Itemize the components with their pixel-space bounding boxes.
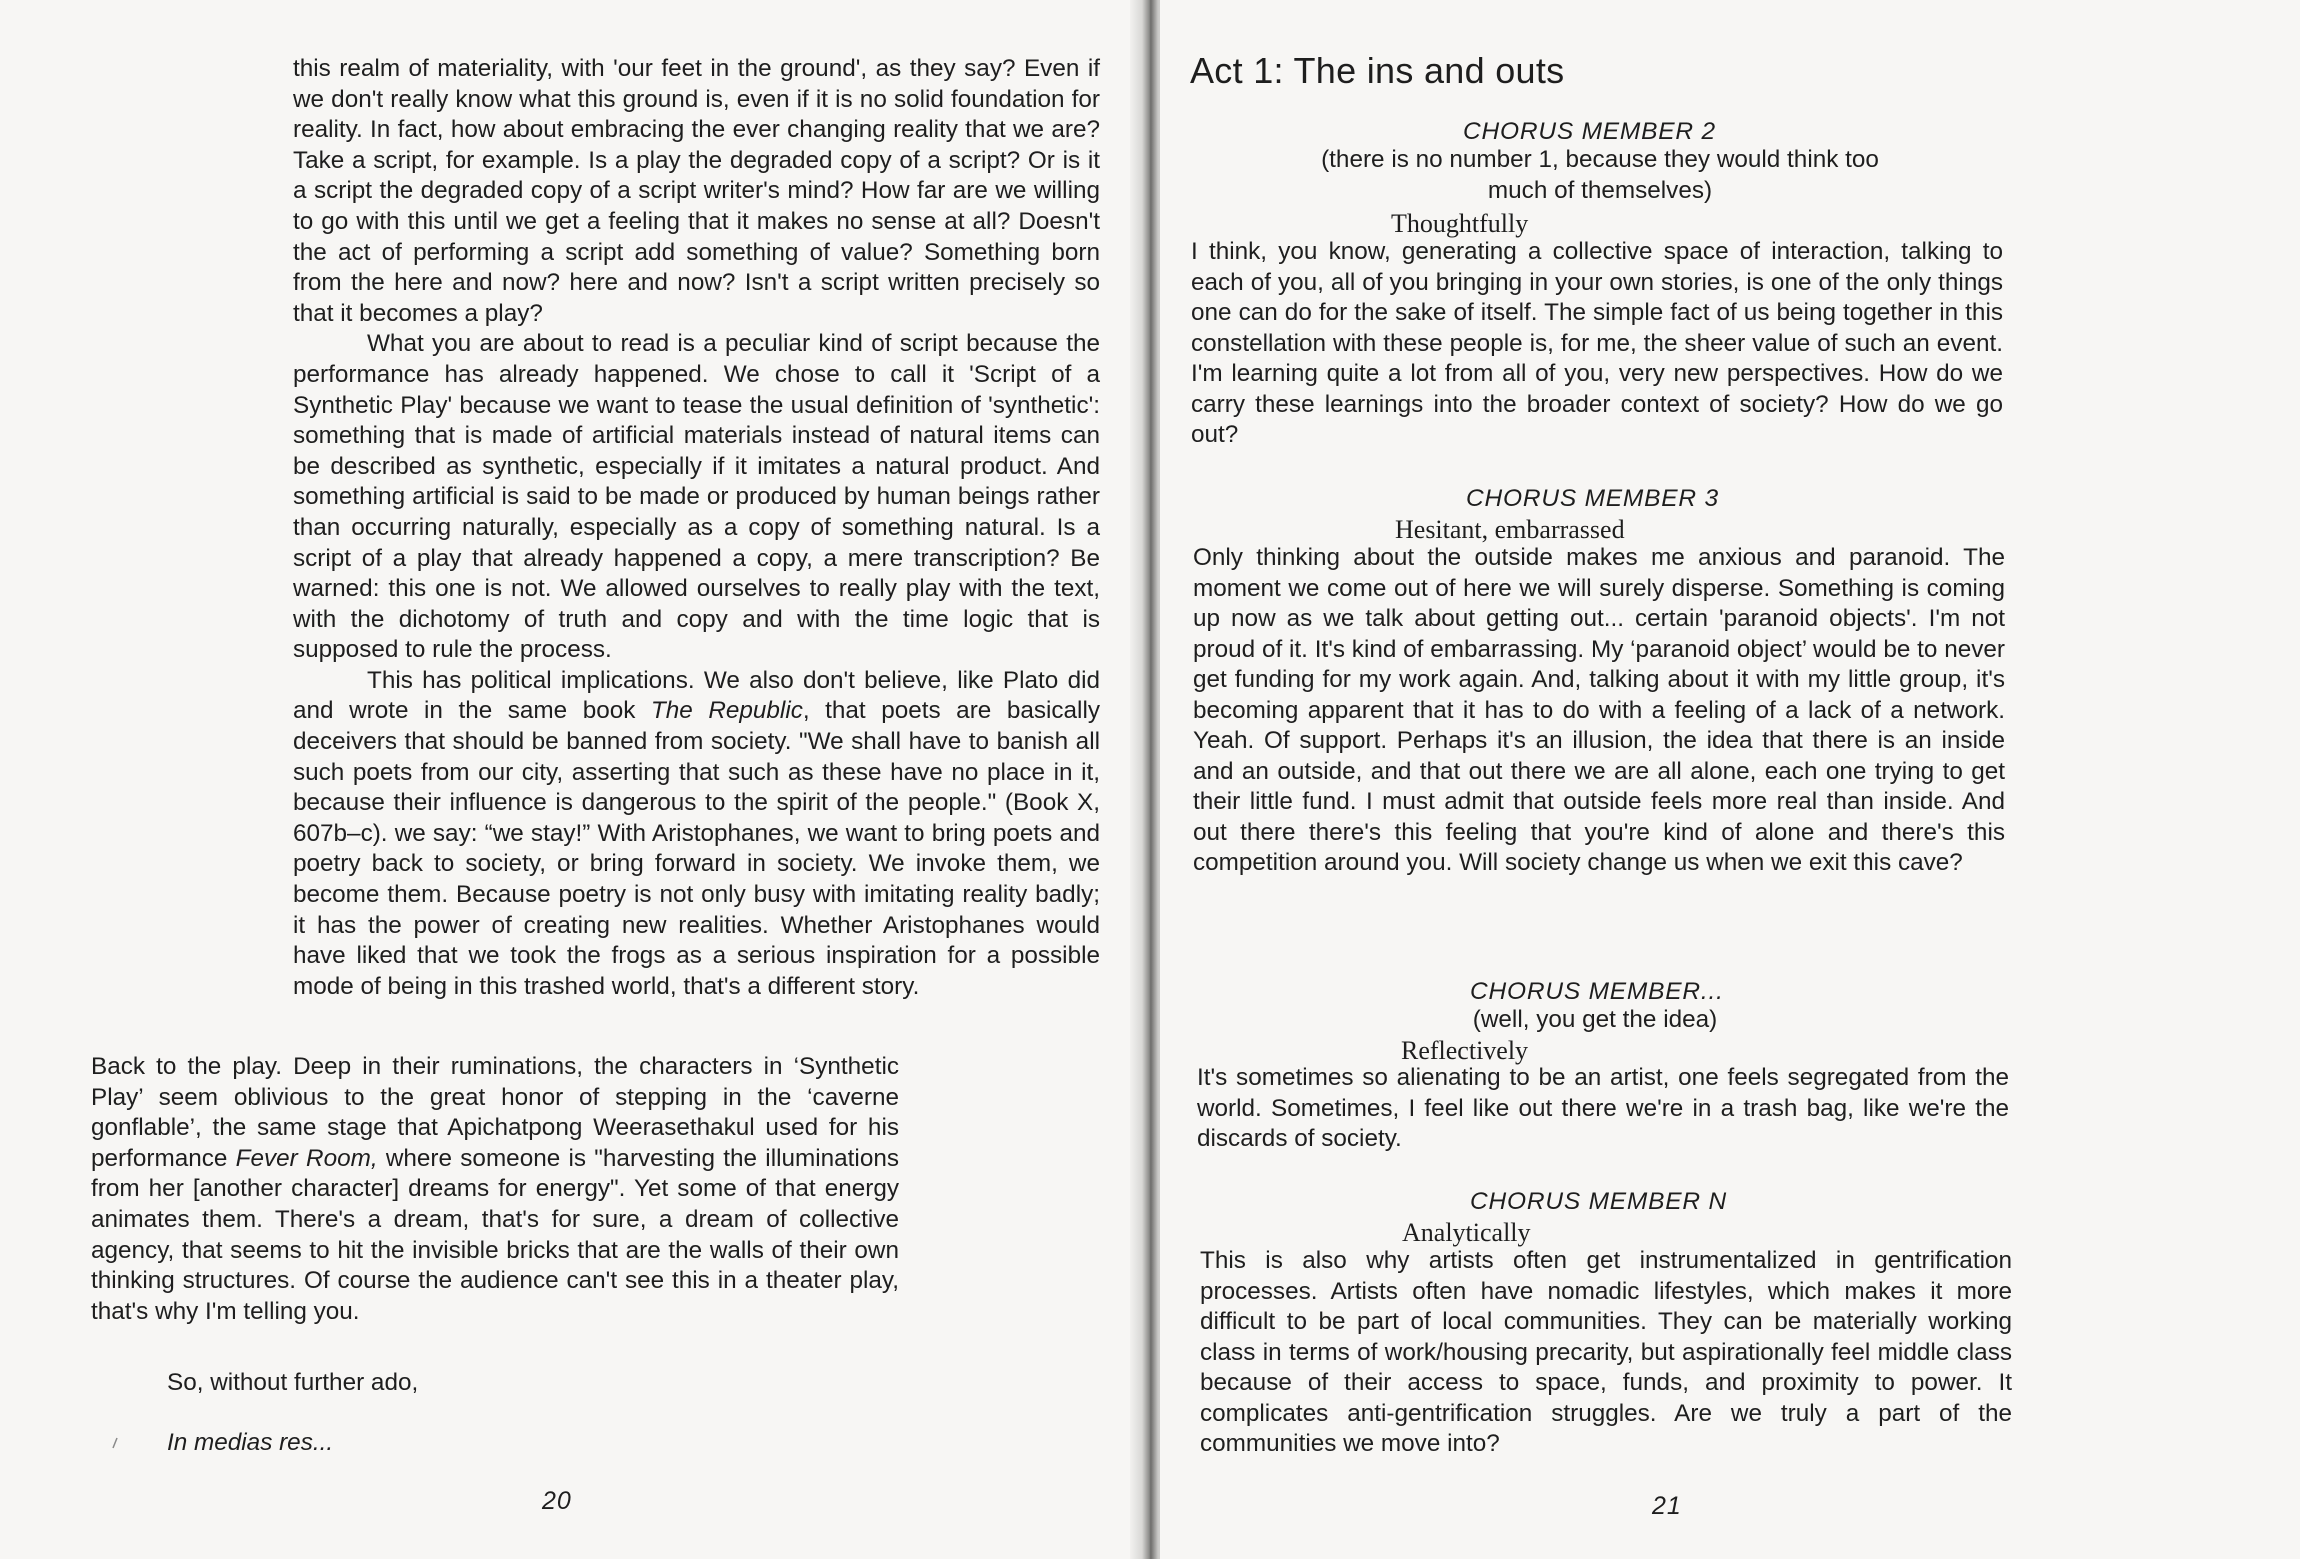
back-paragraph-b: where someone is "harvesting the illuminations from her [another character] dreams for energy". Yet some of that energy animates them. There's a dream, that's for sure, a dream of collective agency, that seems to hit the invisible bricks that are the walls of their own thinking structures. Of course the audience can't see this in a theater play, that's why I'm telling you. xyxy=(91,1144,899,1325)
direction-chorus-member-2: Thoughtfully xyxy=(1391,209,1529,238)
direction-chorus-member-3: Hesitant, embarrassed xyxy=(1395,515,1625,544)
back-paragraph-a: Back to the play. Deep in their ruminations, the characters in ‘Synthetic Play’ seem oblivious to the great honor of stepping in the ‘caverne gonflable’, the same stage that Apichatpong Weerasethakul used for his performance xyxy=(91,1053,899,1172)
further-ado-line: So, without further ado, xyxy=(167,1369,419,1396)
intro-paragraph-2: What you are about to read is a peculiar kind of script because the performance has already happened. We chose to call it 'Script of a Synthetic Play' because we want to tease the usual definition of 'synthetic': something that is made of artificial materials instead of natural items can be described as synthetic, especially if it imitates a natural product. And something artificial is said to be made or produced by human beings rather than occurring naturally, especially as a copy of something natural. Is a script of a play that already happened a copy, a mere transcription? Be warned: this one is not. We allowed ourselves to really play with the text, with the dichotomy of truth and copy and with the time logic that is supposed to rule the process. xyxy=(293,330,1100,664)
speaker-chorus-member-n: CHORUS MEMBER N xyxy=(1470,1188,1728,1215)
speech-chorus-member-3: Only thinking about the outside makes me anxious and paranoid. The moment we come out of here we will surely disperse. Something is coming up now as we talk about getting out... certain 'paranoid objects'. I'm not proud of it. It's kind of embarrassing. My ‘paranoid object’ would be to never get funding for my work again. And, talking about it with my little group, it's becoming apparent that it has to do with a feeling of a lack of a network. Yeah. Of support. Perhaps it's an illusion, the idea that there is an inside and an outside, and that out there we are all alone, each one trying to get their little fund. I must admit that outside feels more real than inside. And out there there's this feeling that you're kind of alone and there's this competition around you. Will society change us when we exit this cave? xyxy=(1193,544,2005,876)
direction-chorus-member-ellipsis: Reflectively xyxy=(1401,1036,1529,1065)
speaker-chorus-member-2: CHORUS MEMBER 2 xyxy=(1463,118,1716,145)
act-title: Act 1: The ins and outs xyxy=(1190,50,1565,91)
direction-chorus-member-n: Analytically xyxy=(1402,1218,1531,1247)
speaker-chorus-member-ellipsis: CHORUS MEMBER... xyxy=(1470,978,1724,1005)
intro-paragraph-3b: , that poets are basically deceivers that should be banned from society. "We shall have to banish all such poets from our city, asserting that such as these have no place in it, because their influence is dangerous to the spirit of the people." (Book X, 607b–c). we say: “we stay!” With Aristophanes, we want to bring poets and poetry back to society, or bring forward in society. We invoke them, we become them. Because poetry is not only busy with imitating reality badly; it has the power of creating new realities. Whether Aristophanes would have liked that we took the frogs as a serious inspiration for a possible mode of being in this trashed world, that's a different story. xyxy=(293,697,1100,1000)
intro-paragraph-3a: This has political implications. We also don't believe, like Plato did and wrote in the same book xyxy=(293,666,1100,725)
left-page xyxy=(0,0,1140,1559)
back-to-play-paragraph xyxy=(91,1052,899,1327)
intro-paragraphs xyxy=(293,54,1100,1002)
speech-chorus-member-2: I think, you know, generating a collective space of interaction, talking to each of you, all of you bringing in your own stories, is one of the only things one can do for the sake of itself. The simple fact of us being together in this constellation with these people is, for me, the sheer value of such an event. I'm learning quite a lot from all of you, very new perspectives. How do we carry these learnings into the broader context of society? How do we go out? xyxy=(1191,238,2003,448)
speaker-chorus-member-3: CHORUS MEMBER 3 xyxy=(1466,485,1719,512)
speech-chorus-member-n: This is also why artists often get instrumentalized in gentrification processes. Artists often have nomadic lifestyles, which makes it more difficult to be part of local communities. They can be materially working class in terms of work/housing precarity, but aspirationally feel middle class because of their access to space, funds, and proximity to power. It complicates anti-gentrification struggles. Are we truly a part of the communities we move into? xyxy=(1200,1247,2012,1457)
page-number-left: 20 xyxy=(542,1487,572,1515)
work-title-fever-room: Fever Room, xyxy=(235,1144,378,1172)
aside-chorus-member-2: (there is no number 1, because they would think too much of themselves) xyxy=(1321,146,1879,204)
in-medias-res-line: In medias res... xyxy=(167,1429,334,1456)
speech-chorus-member-ellipsis: It's sometimes so alienating to be an artist, one feels segregated from the world. Sometimes, I feel like out there we're in a trash bag, like we're the discards of society. xyxy=(1197,1064,2009,1152)
aside-chorus-member-ellipsis: (well, you get the idea) xyxy=(1472,1006,1718,1033)
page-number-right: 21 xyxy=(1652,1492,1682,1520)
intro-paragraph-1: this realm of materiality, with 'our feet in the ground', as they say? Even if we don't really know what this ground is, even if it is no solid foundation for reality. In fact, how about embracing the ever changing reality that we are? Take a script, for example. Is a play the degraded copy of a script? Or is it a script the degraded copy of a script writer's mind? How far are we willing to go with this until we get a feeling that it makes no sense at all? Doesn't the act of performing a script add something of value? Something born from the here and now? here and now? Isn't a script written precisely so that it becomes a play? xyxy=(293,55,1100,327)
pencil-mark xyxy=(111,1437,119,1449)
book-title-republic: The Republic xyxy=(650,697,803,725)
